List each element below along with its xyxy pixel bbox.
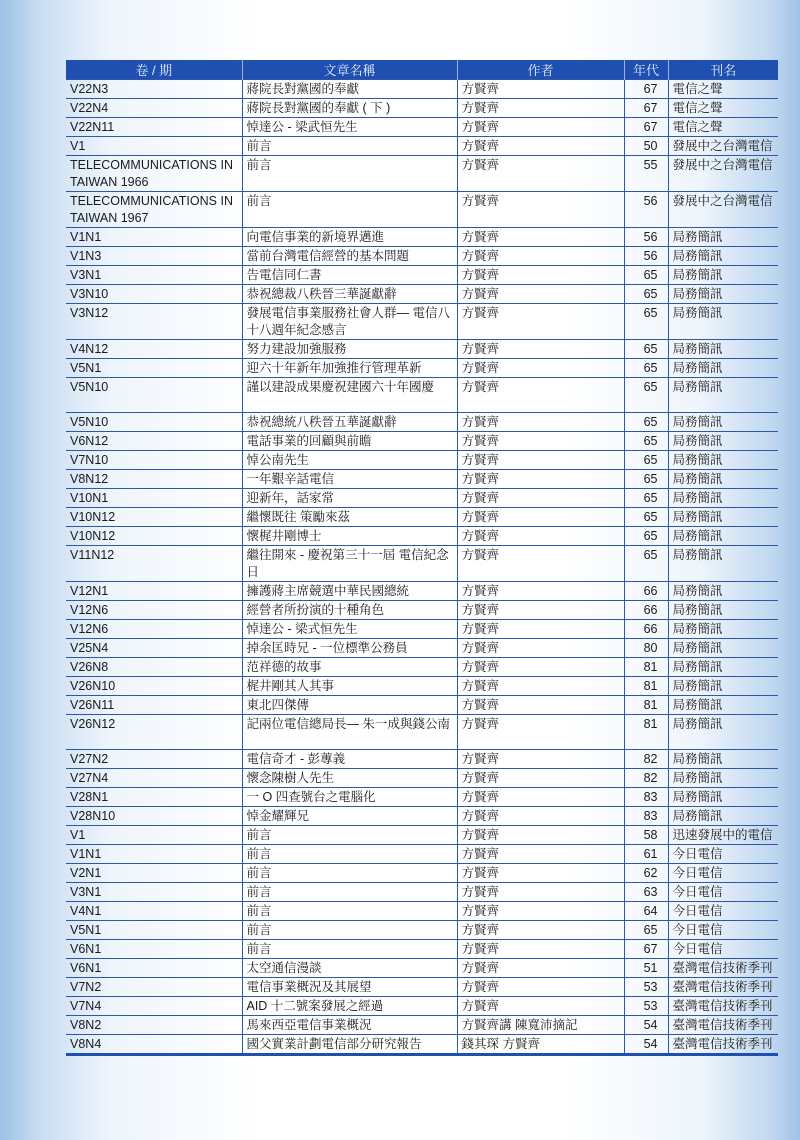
cell-author: 方賢齊 — [457, 470, 624, 489]
cell-volume-issue: V26N11 — [66, 696, 242, 715]
cell-volume-issue: V1 — [66, 137, 242, 156]
cell-volume-issue: V8N4 — [66, 1035, 242, 1055]
cell-volume-issue: V1N1 — [66, 228, 242, 247]
cell-journal: 電信之聲 — [668, 99, 778, 118]
cell-article-title: 恭祝總統八秩晉五華誕獻辭 — [242, 413, 457, 432]
cell-volume-issue: V5N1 — [66, 921, 242, 940]
cell-volume-issue: V22N4 — [66, 99, 242, 118]
cell-volume-issue: V7N2 — [66, 978, 242, 997]
cell-journal: 臺灣電信技術季刊 — [668, 978, 778, 997]
cell-year: 80 — [624, 639, 668, 658]
cell-author: 方賢齊 — [457, 413, 624, 432]
cell-year: 67 — [624, 940, 668, 959]
cell-year: 65 — [624, 921, 668, 940]
cell-article-title: 掉余匡時兄 - 一位標準公務員 — [242, 639, 457, 658]
cell-author: 方賢齊 — [457, 99, 624, 118]
cell-volume-issue: V5N10 — [66, 413, 242, 432]
table-row — [66, 546, 778, 582]
cell-author: 方賢齊 — [457, 826, 624, 845]
cell-author: 方賢齊 — [457, 959, 624, 978]
cell-volume-issue: V8N12 — [66, 470, 242, 489]
table-header-row — [66, 60, 778, 80]
cell-author: 方賢齊 — [457, 546, 624, 582]
cell-author: 方賢齊 — [457, 677, 624, 696]
cell-article-title: 東北四傑傳 — [242, 696, 457, 715]
cell-volume-issue: V5N10 — [66, 378, 242, 413]
cell-year: 81 — [624, 715, 668, 750]
cell-author: 方賢齊 — [457, 451, 624, 470]
cell-article-title: 前言 — [242, 156, 457, 192]
cell-author: 方賢齊 — [457, 639, 624, 658]
cell-year: 58 — [624, 826, 668, 845]
table-row — [66, 192, 778, 228]
cell-article-title: 迎六十年新年加強推行管理革新 — [242, 359, 457, 378]
cell-volume-issue: V12N6 — [66, 601, 242, 620]
cell-journal: 局務簡訊 — [668, 340, 778, 359]
cell-year: 56 — [624, 192, 668, 228]
cell-article-title: 懷念陳樹人先生 — [242, 769, 457, 788]
table-row — [66, 788, 778, 807]
cell-author: 方賢齊 — [457, 788, 624, 807]
table-row — [66, 978, 778, 997]
cell-year: 61 — [624, 845, 668, 864]
cell-journal: 局務簡訊 — [668, 378, 778, 413]
cell-year: 65 — [624, 527, 668, 546]
cell-author: 方賢齊 — [457, 715, 624, 750]
cell-journal: 局務簡訊 — [668, 788, 778, 807]
table-row — [66, 601, 778, 620]
cell-article-title: 蔣院長對黨國的奉獻 ( 下 ) — [242, 99, 457, 118]
cell-year: 65 — [624, 340, 668, 359]
cell-author: 方賢齊 — [457, 432, 624, 451]
cell-article-title: 電信奇才 - 彭蓴義 — [242, 750, 457, 769]
cell-author: 方賢齊 — [457, 940, 624, 959]
cell-author: 方賢齊 — [457, 601, 624, 620]
cell-journal: 局務簡訊 — [668, 677, 778, 696]
cell-article-title: 迎新年，話家常 — [242, 489, 457, 508]
cell-article-title: 記兩位電信總局長— 朱一成與錢公南 — [242, 715, 457, 750]
cell-year: 54 — [624, 1016, 668, 1035]
cell-year: 56 — [624, 228, 668, 247]
cell-year: 67 — [624, 80, 668, 99]
cell-year: 65 — [624, 451, 668, 470]
cell-year: 53 — [624, 978, 668, 997]
cell-volume-issue: TELECOMMUNICATIONS IN TAIWAN 1967 — [66, 192, 242, 228]
cell-year: 65 — [624, 432, 668, 451]
cell-year: 81 — [624, 677, 668, 696]
cell-year: 50 — [624, 137, 668, 156]
cell-volume-issue: V4N12 — [66, 340, 242, 359]
cell-author: 方賢齊 — [457, 978, 624, 997]
header-journal: 刊名 — [668, 60, 778, 80]
cell-author: 方賢齊 — [457, 508, 624, 527]
cell-volume-issue: V3N12 — [66, 304, 242, 340]
table-row — [66, 359, 778, 378]
cell-article-title: 謹以建設成果慶祝建國六十年國慶 — [242, 378, 457, 413]
cell-journal: 局務簡訊 — [668, 750, 778, 769]
cell-journal: 電信之聲 — [668, 118, 778, 137]
cell-author: 方賢齊 — [457, 902, 624, 921]
cell-year: 66 — [624, 620, 668, 639]
cell-author: 方賢齊 — [457, 118, 624, 137]
cell-year: 65 — [624, 413, 668, 432]
cell-volume-issue: V26N10 — [66, 677, 242, 696]
cell-year: 81 — [624, 658, 668, 677]
cell-article-title: 懷梶井剛博士 — [242, 527, 457, 546]
cell-journal: 局務簡訊 — [668, 451, 778, 470]
cell-article-title: 太空通信漫談 — [242, 959, 457, 978]
cell-article-title: 悼金耀輝兄 — [242, 807, 457, 826]
cell-journal: 局務簡訊 — [668, 489, 778, 508]
table-row — [66, 715, 778, 750]
cell-author: 方賢齊 — [457, 192, 624, 228]
table-row — [66, 1035, 778, 1055]
cell-author: 方賢齊 — [457, 247, 624, 266]
cell-article-title: 悼達公 - 梁武恒先生 — [242, 118, 457, 137]
cell-author: 方賢齊 — [457, 340, 624, 359]
cell-journal: 局務簡訊 — [668, 696, 778, 715]
cell-author: 方賢齊 — [457, 845, 624, 864]
cell-article-title: 前言 — [242, 940, 457, 959]
cell-author: 方賢齊 — [457, 285, 624, 304]
cell-author: 方賢齊 — [457, 864, 624, 883]
cell-article-title: 一年艱辛話電信 — [242, 470, 457, 489]
cell-year: 65 — [624, 470, 668, 489]
cell-year: 56 — [624, 247, 668, 266]
cell-year: 66 — [624, 582, 668, 601]
table-row — [66, 620, 778, 639]
cell-article-title: 前言 — [242, 864, 457, 883]
cell-journal: 電信之聲 — [668, 80, 778, 99]
cell-volume-issue: V22N11 — [66, 118, 242, 137]
cell-year: 65 — [624, 489, 668, 508]
cell-author: 方賢齊 — [457, 228, 624, 247]
cell-article-title: 恭祝總裁八秩晉三華誕獻辭 — [242, 285, 457, 304]
table-row — [66, 902, 778, 921]
cell-author: 方賢齊 — [457, 921, 624, 940]
cell-year: 65 — [624, 359, 668, 378]
cell-author: 方賢齊 — [457, 696, 624, 715]
cell-author: 方賢齊 — [457, 997, 624, 1016]
cell-article-title: 前言 — [242, 883, 457, 902]
table-row — [66, 118, 778, 137]
cell-article-title: 前言 — [242, 137, 457, 156]
cell-author: 方賢齊 — [457, 620, 624, 639]
cell-year: 65 — [624, 508, 668, 527]
cell-journal: 臺灣電信技術季刊 — [668, 1035, 778, 1055]
cell-volume-issue: V10N12 — [66, 527, 242, 546]
cell-volume-issue: V25N4 — [66, 639, 242, 658]
cell-journal: 局務簡訊 — [668, 304, 778, 340]
cell-journal: 臺灣電信技術季刊 — [668, 959, 778, 978]
cell-author: 方賢齊 — [457, 489, 624, 508]
cell-article-title: 悼達公 - 梁式恒先生 — [242, 620, 457, 639]
cell-year: 53 — [624, 997, 668, 1016]
cell-volume-issue: V7N4 — [66, 997, 242, 1016]
header-article-title: 文章名稱 — [242, 60, 457, 80]
cell-volume-issue: V1 — [66, 826, 242, 845]
table-row — [66, 304, 778, 340]
cell-article-title: 范祥德的故事 — [242, 658, 457, 677]
table-row — [66, 340, 778, 359]
cell-article-title: 國父實業計劃電信部分研究報告 — [242, 1035, 457, 1055]
table-row — [66, 489, 778, 508]
table-row — [66, 247, 778, 266]
cell-article-title: 繼懷既往 策勵來茲 — [242, 508, 457, 527]
cell-volume-issue: V3N1 — [66, 266, 242, 285]
table-row — [66, 285, 778, 304]
cell-journal: 局務簡訊 — [668, 715, 778, 750]
cell-year: 65 — [624, 304, 668, 340]
cell-year: 51 — [624, 959, 668, 978]
cell-volume-issue: V6N12 — [66, 432, 242, 451]
table-row — [66, 156, 778, 192]
cell-year: 63 — [624, 883, 668, 902]
cell-author: 方賢齊 — [457, 750, 624, 769]
cell-volume-issue: V26N8 — [66, 658, 242, 677]
cell-journal: 局務簡訊 — [668, 508, 778, 527]
cell-journal: 局務簡訊 — [668, 432, 778, 451]
cell-year: 66 — [624, 601, 668, 620]
table-row — [66, 750, 778, 769]
table-row — [66, 228, 778, 247]
cell-author: 方賢齊 — [457, 304, 624, 340]
publications-table — [66, 60, 778, 1056]
cell-volume-issue: V5N1 — [66, 359, 242, 378]
cell-volume-issue: V10N12 — [66, 508, 242, 527]
cell-author: 方賢齊 — [457, 359, 624, 378]
cell-volume-issue: V7N10 — [66, 451, 242, 470]
cell-journal: 臺灣電信技術季刊 — [668, 997, 778, 1016]
cell-volume-issue: V28N10 — [66, 807, 242, 826]
table-row — [66, 845, 778, 864]
cell-journal: 局務簡訊 — [668, 413, 778, 432]
cell-article-title: AID 十二號案發展之經過 — [242, 997, 457, 1016]
cell-article-title: 電話事業的回顧與前瞻 — [242, 432, 457, 451]
cell-article-title: 告電信同仁書 — [242, 266, 457, 285]
cell-journal: 臺灣電信技術季刊 — [668, 1016, 778, 1035]
cell-volume-issue: V26N12 — [66, 715, 242, 750]
cell-journal: 局務簡訊 — [668, 582, 778, 601]
cell-year: 55 — [624, 156, 668, 192]
cell-journal: 局務簡訊 — [668, 527, 778, 546]
cell-article-title: 一 O 四查號台之電腦化 — [242, 788, 457, 807]
cell-article-title: 前言 — [242, 845, 457, 864]
cell-author: 方賢齊 — [457, 883, 624, 902]
cell-volume-issue: V6N1 — [66, 959, 242, 978]
table-row — [66, 432, 778, 451]
cell-author: 方賢齊 — [457, 266, 624, 285]
cell-volume-issue: V1N3 — [66, 247, 242, 266]
cell-volume-issue: V27N4 — [66, 769, 242, 788]
cell-year: 62 — [624, 864, 668, 883]
table-row — [66, 527, 778, 546]
table-body — [66, 80, 778, 1055]
table-row — [66, 470, 778, 489]
header-year: 年代 — [624, 60, 668, 80]
cell-volume-issue: V4N1 — [66, 902, 242, 921]
cell-article-title: 蔣院長對黨國的奉獻 — [242, 80, 457, 99]
table-row — [66, 826, 778, 845]
cell-year: 65 — [624, 285, 668, 304]
cell-author: 方賢齊 — [457, 80, 624, 99]
cell-author: 錢其琛 方賢齊 — [457, 1035, 624, 1055]
cell-year: 65 — [624, 546, 668, 582]
cell-article-title: 梶井剛其人其事 — [242, 677, 457, 696]
cell-author: 方賢齊 — [457, 156, 624, 192]
table-row — [66, 864, 778, 883]
cell-journal: 局務簡訊 — [668, 601, 778, 620]
cell-journal: 今日電信 — [668, 845, 778, 864]
cell-year: 67 — [624, 118, 668, 137]
cell-volume-issue: V3N10 — [66, 285, 242, 304]
cell-journal: 今日電信 — [668, 921, 778, 940]
cell-volume-issue: V12N6 — [66, 620, 242, 639]
cell-year: 65 — [624, 266, 668, 285]
table-row — [66, 658, 778, 677]
cell-journal: 局務簡訊 — [668, 470, 778, 489]
cell-article-title: 悼公南先生 — [242, 451, 457, 470]
cell-article-title: 電信事業概況及其展望 — [242, 978, 457, 997]
cell-journal: 今日電信 — [668, 864, 778, 883]
table-row — [66, 582, 778, 601]
table-row — [66, 451, 778, 470]
cell-journal: 發展中之台灣電信 — [668, 156, 778, 192]
cell-author: 方賢齊 — [457, 527, 624, 546]
cell-article-title: 當前台灣電信經營的基本問題 — [242, 247, 457, 266]
cell-volume-issue: V11N12 — [66, 546, 242, 582]
table-row — [66, 508, 778, 527]
table-row — [66, 696, 778, 715]
table-row — [66, 677, 778, 696]
cell-journal: 局務簡訊 — [668, 266, 778, 285]
cell-year: 83 — [624, 788, 668, 807]
table-row — [66, 413, 778, 432]
cell-volume-issue: TELECOMMUNICATIONS IN TAIWAN 1966 — [66, 156, 242, 192]
cell-journal: 局務簡訊 — [668, 620, 778, 639]
header-author: 作者 — [457, 60, 624, 80]
cell-journal: 局務簡訊 — [668, 658, 778, 677]
table-row — [66, 137, 778, 156]
cell-journal: 局務簡訊 — [668, 285, 778, 304]
table-row — [66, 959, 778, 978]
table-row — [66, 921, 778, 940]
cell-article-title: 擁護蔣主席競選中華民國總統 — [242, 582, 457, 601]
table-row — [66, 378, 778, 413]
cell-journal: 發展中之台灣電信 — [668, 137, 778, 156]
cell-journal: 今日電信 — [668, 902, 778, 921]
cell-year: 81 — [624, 696, 668, 715]
cell-article-title: 前言 — [242, 902, 457, 921]
cell-article-title: 發展電信事業服務社會人群— 電信八十八週年紀念感言 — [242, 304, 457, 340]
cell-volume-issue: V3N1 — [66, 883, 242, 902]
table-row — [66, 80, 778, 99]
cell-year: 64 — [624, 902, 668, 921]
cell-author: 方賢齊 — [457, 658, 624, 677]
cell-year: 67 — [624, 99, 668, 118]
cell-article-title: 向電信事業的新境界邁進 — [242, 228, 457, 247]
cell-journal: 局務簡訊 — [668, 769, 778, 788]
cell-year: 65 — [624, 378, 668, 413]
cell-volume-issue: V12N1 — [66, 582, 242, 601]
cell-author: 方賢齊 — [457, 378, 624, 413]
cell-author: 方賢齊 — [457, 137, 624, 156]
cell-article-title: 繼往開來 - 慶祝第三十一屆 電信紀念日 — [242, 546, 457, 582]
table-row — [66, 883, 778, 902]
cell-article-title: 前言 — [242, 921, 457, 940]
cell-volume-issue: V6N1 — [66, 940, 242, 959]
cell-journal: 今日電信 — [668, 940, 778, 959]
cell-year: 82 — [624, 769, 668, 788]
table-row — [66, 769, 778, 788]
cell-journal: 局務簡訊 — [668, 546, 778, 582]
table-row — [66, 266, 778, 285]
cell-journal: 迅速發展中的電信 — [668, 826, 778, 845]
cell-year: 82 — [624, 750, 668, 769]
cell-author: 方賢齊 — [457, 769, 624, 788]
header-volume-issue: 卷 / 期 — [66, 60, 242, 80]
cell-article-title: 經營者所扮演的十種角色 — [242, 601, 457, 620]
cell-volume-issue: V8N2 — [66, 1016, 242, 1035]
cell-article-title: 努力建設加強服務 — [242, 340, 457, 359]
cell-volume-issue: V22N3 — [66, 80, 242, 99]
cell-volume-issue: V10N1 — [66, 489, 242, 508]
cell-article-title: 前言 — [242, 826, 457, 845]
cell-journal: 發展中之台灣電信 — [668, 192, 778, 228]
cell-author: 方賢齊 — [457, 807, 624, 826]
cell-journal: 局務簡訊 — [668, 639, 778, 658]
cell-year: 54 — [624, 1035, 668, 1055]
table-row — [66, 1016, 778, 1035]
cell-volume-issue: V1N1 — [66, 845, 242, 864]
cell-journal: 局務簡訊 — [668, 247, 778, 266]
table-row — [66, 940, 778, 959]
table-row — [66, 807, 778, 826]
cell-volume-issue: V2N1 — [66, 864, 242, 883]
cell-volume-issue: V28N1 — [66, 788, 242, 807]
cell-article-title: 前言 — [242, 192, 457, 228]
cell-journal: 今日電信 — [668, 883, 778, 902]
cell-article-title: 馬來西亞電信事業概況 — [242, 1016, 457, 1035]
cell-author: 方賢齊 — [457, 582, 624, 601]
table-row — [66, 997, 778, 1016]
table-row — [66, 99, 778, 118]
cell-journal: 局務簡訊 — [668, 228, 778, 247]
cell-journal: 局務簡訊 — [668, 359, 778, 378]
cell-volume-issue: V27N2 — [66, 750, 242, 769]
cell-year: 83 — [624, 807, 668, 826]
table-row — [66, 639, 778, 658]
cell-journal: 局務簡訊 — [668, 807, 778, 826]
cell-author: 方賢齊講 陳寬沛摘記 — [457, 1016, 624, 1035]
